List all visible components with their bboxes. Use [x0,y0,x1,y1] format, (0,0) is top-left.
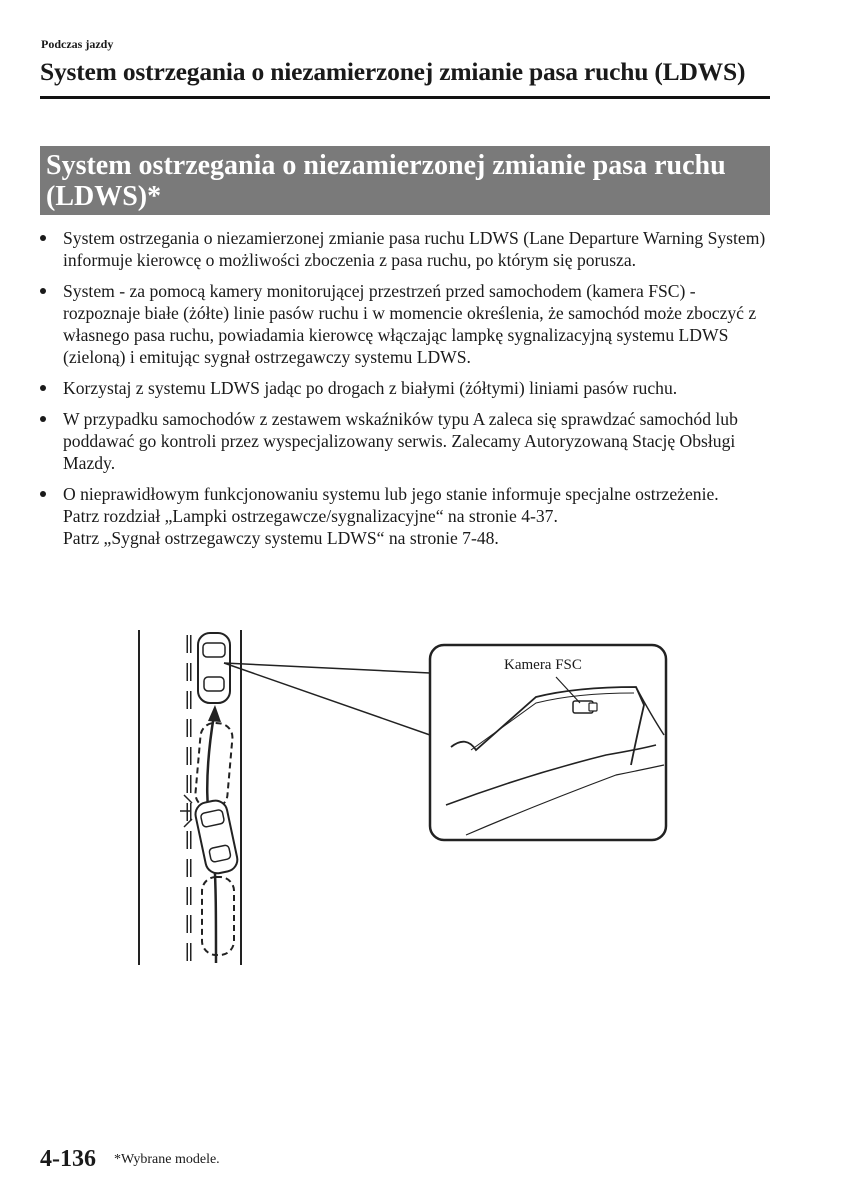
camera-label: Kamera FSC [504,657,582,673]
list-item [40,227,770,271]
arrow-icon [208,705,221,722]
bullet-text: W przypadku samochodów z zestawem wskaźników typu A zaleca się sprawdzać samochód lub poddawać go kontroli przez wyspecjalizowany serwis. Zalecamy Autoryzowaną Stację Obsługi Mazdy. [63,409,738,473]
section-label: Podczas jazdy [41,37,114,51]
car-departing-icon [193,798,239,875]
section-heading: System ostrzegania o niezamierzonej zmianie pasa ruchu (LDWS)* [40,146,770,215]
bullet-text: O nieprawidłowym funkcjonowaniu systemu lub jego stanie informuje specjalne ostrzeżenie. [63,484,719,504]
bullet-icon [40,235,46,241]
callout-line [224,663,430,735]
callout-line [224,663,430,673]
bullet-icon [40,416,46,422]
bullet-text: System ostrzegania o niezamierzonej zmianie pasa ruchu LDWS (Lane Departure Warning System) informuje kierowcę o możliwości zboczenia z pasa ruchu, po którym się porusza. [63,228,766,270]
bullet-icon [40,288,46,294]
title-rule [40,96,770,99]
list-item [40,408,770,474]
ldws-illustration [136,625,676,970]
car-top-icon [198,633,230,703]
bullet-icon [40,491,46,497]
bullet-list [40,227,770,558]
page-number: 4-136 [40,1146,96,1172]
list-item [40,483,770,549]
footnote: *Wybrane modele. [114,1152,220,1167]
list-item [40,377,770,399]
cross-reference: Patrz rozdział „Lampki ostrzegawcze/sygnalizacyjne“ na stronie 4-37. [63,506,558,526]
bullet-text: Korzystaj z systemu LDWS jadąc po drogach z białymi (żółtymi) liniami pasów ruchu. [63,378,678,398]
list-item [40,280,770,368]
cross-reference: Patrz „Sygnał ostrzegawczy systemu LDWS“ na stronie 7-48. [63,528,499,548]
page-title: System ostrzegania o niezamierzonej zmianie pasa ruchu (LDWS) [40,57,746,86]
ghost-path-lower [202,877,234,955]
bullet-text: System - za pomocą kamery monitorującej przestrzeń przed samochodem (kamera FSC) - rozpoznaje białe (żółte) linie pasów ruchu i w momencie określenia, że samochód może zboczyć z własnego pasa ruchu, powiadamia kierowcę włączając lampkę sygnalizacyjną systemu LDWS (zieloną) i emitując sygnał ostrzegawczy systemu LDWS. [63,281,757,367]
camera-icon [573,701,597,713]
ghost-path-upper [194,722,233,809]
bullet-icon [40,385,46,391]
